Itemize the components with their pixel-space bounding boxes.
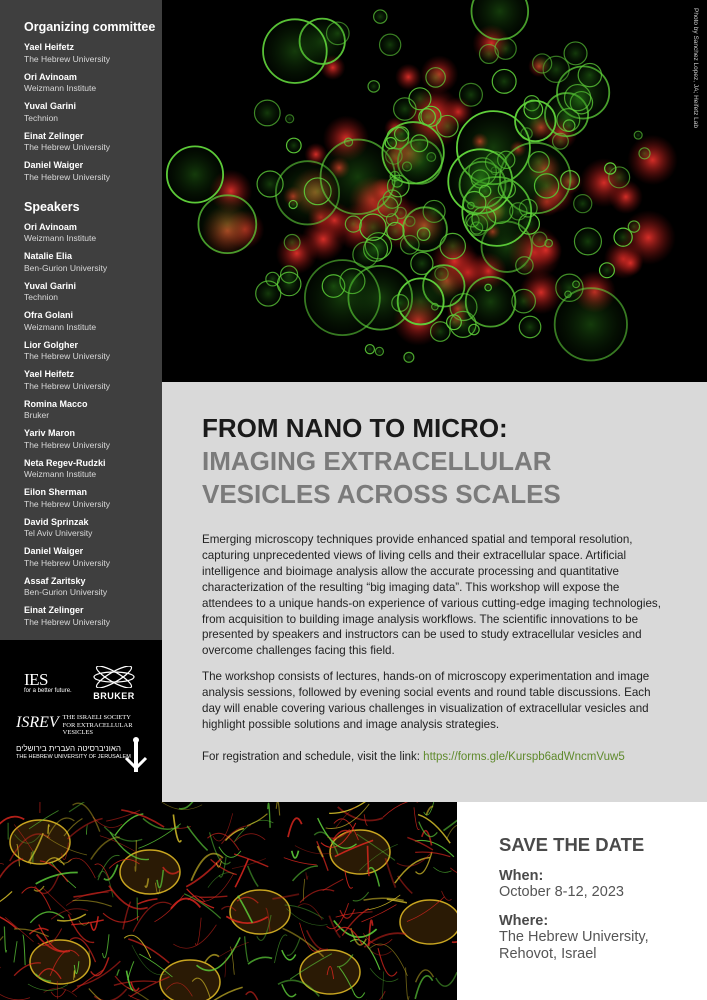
cytoskeleton-filament [293,866,318,881]
title-line-3: VESICLES ACROSS SCALES [202,479,561,509]
sidebar [0,0,162,640]
cytoskeleton-filament [0,947,1,970]
vesicle [432,303,439,310]
cytoskeleton-filament [91,916,98,930]
vesicle [374,10,387,23]
list-item [24,310,162,333]
vesicle [574,228,601,255]
person-affiliation: Weizmann Institute [24,469,97,479]
list-item [24,281,162,304]
isrev-text-line: FOR EXTRACELLULAR [62,721,133,729]
list-item [24,340,162,363]
cytoskeleton-filament [282,984,296,996]
cytoskeleton-filament [323,879,344,891]
bruker-logo [84,666,144,701]
cytoskeleton-filament [422,831,432,846]
vesicle [277,272,301,296]
person-name: Yariv Maron [24,428,76,438]
cytoskeleton-filament [248,957,272,964]
vesicle [392,295,409,312]
person-affiliation: Technion [24,292,59,302]
cytoskeleton-filament [73,890,112,897]
cytoskeleton-filament [117,969,119,975]
cytoskeleton-filament [57,914,86,921]
vesicle [600,263,615,278]
person-affiliation: The Hebrew University [24,557,110,568]
person-affiliation: Weizmann Institute [24,321,97,332]
list-item [24,251,162,274]
cytoskeleton-filament [407,837,433,850]
person-name: Assaf Zaritsky [24,575,86,586]
list-item [24,160,162,183]
cytoskeleton-filament [318,846,323,857]
person-name: Neta Regev-Rudzki [24,457,106,468]
person-name: Einat Zelinger [24,130,84,141]
vesicle [463,191,486,214]
cytoskeleton-filament [414,807,419,829]
when-value: October 8-12, 2023 [499,884,624,900]
cytoskeleton-filament [284,858,317,865]
cytoskeleton-filament [292,851,299,858]
huji-hebrew-name: האוניברסיטה העברית בירושלים [16,744,121,753]
cytoskeleton-filament [365,895,400,910]
vesicle [254,100,280,126]
main-content [162,382,707,802]
person-affiliation: Tel Aviv University [24,528,93,538]
list-item [24,222,162,245]
cytoskeleton-filament [248,866,258,887]
vesicle [466,277,516,327]
person-affiliation: The Hebrew University [24,616,110,627]
list-item [24,458,162,481]
person-name: Yuval Garini [24,101,77,111]
person-affiliation: The Hebrew University [24,53,110,64]
person-name: David Sprinzak [24,516,89,527]
cytoskeleton-filament [307,930,328,949]
vesicle [467,215,488,236]
vesicle [524,100,543,119]
cytoskeleton-filament [443,812,457,830]
registration-text: For registration and schedule, visit the link: [202,750,424,763]
list-item [24,399,162,422]
red-fluorescence [395,64,422,91]
vesicle [469,324,479,334]
cytoskeleton-filament [35,874,59,893]
cytoskeleton-filament [187,889,214,908]
cell-nucleus [160,960,220,1000]
cell-nucleus [400,900,457,944]
vesicle [492,69,516,93]
person-affiliation: The Hebrew University [24,351,110,361]
vesicle [561,171,580,190]
title-line-2: IMAGING EXTRACELLULAR [202,446,552,476]
vesicle [257,171,283,197]
vesicle [605,163,616,174]
workshop-paragraph: The workshop consists of lectures, hands-on of microscopy experimentation and image analysis sessions, followed by evening social events and round table discussions. Each day will enable covering various challenges in visualization of extracellular vesicles and highlight possible solutions and image analysis strategies. [202,670,651,731]
vesicle [516,257,533,274]
cytoskeleton-filament [364,898,404,900]
person-affiliation: The Hebrew University [24,498,110,509]
vesicle [519,316,540,337]
person-name: Natalie Elia [24,251,73,261]
title-line-1: FROM NANO TO MICRO: [202,413,508,443]
registration-link[interactable]: https://forms.gle/Kurspb6adWncmVuw5 [423,750,625,763]
cytoskeleton-filament [195,918,201,945]
cytoskeleton-filament [173,925,216,948]
cytoskeleton-filament [68,858,95,878]
vesicle [375,347,383,355]
person-affiliation: The Hebrew University [24,439,110,450]
save-the-date-panel [457,802,707,1000]
cytoskeleton-filament [44,988,77,997]
cytoskeleton-filament [187,826,207,851]
person-name: Ofra Golani [24,310,74,320]
cytoskeleton-filament [86,825,87,835]
person-name: Daniel Waiger [24,160,84,170]
committee-list [24,42,162,183]
cytoskeleton-filament [0,983,30,1000]
cytoskeleton-filament [234,854,268,867]
vesicle [555,288,627,360]
person-name: Yuval Garini [24,280,77,291]
vesicle [327,22,350,45]
cell-nucleus [120,850,180,894]
vesicle [394,98,416,120]
cytoskeleton-filament [138,899,158,904]
cytoskeleton-filament [115,814,143,835]
vesicle [545,239,552,246]
cytoskeleton-filament [306,872,308,879]
person-name: Daniel Waiger [24,546,84,556]
registration-line [202,751,667,763]
vesicle [417,228,430,241]
vesicle [426,68,445,87]
vesicle [385,137,396,148]
cells-microscopy-image [0,802,457,1000]
vesicle [440,233,465,258]
cytoskeleton-filament [154,895,183,922]
vesicle [564,42,587,65]
list-item [24,576,162,599]
cytoskeleton-filament [268,803,270,827]
list-item [24,487,162,510]
vesicle [563,120,575,132]
vesicle [305,260,380,335]
vesicles-microscopy-image [162,0,707,382]
where-label: Where: [499,913,549,929]
cytoskeleton-filament [51,990,66,997]
person-affiliation: Bruker [24,410,50,420]
cytoskeleton-filament [415,976,432,999]
vesicle [286,115,294,123]
cytoskeleton-filament [121,810,164,827]
cytoskeleton-filament [326,804,370,828]
vesicle [460,83,483,106]
person-name: Einat Zelinger [24,605,84,615]
person-name: Yael Heifetz [24,369,75,379]
cytoskeleton-filament [303,879,304,901]
vesicle [574,195,592,213]
cytoskeleton-filament [245,936,249,962]
vesicle [368,81,379,92]
cytoskeleton-filament [179,802,200,809]
list-item [24,369,162,392]
person-affiliation: The Hebrew University [24,380,110,391]
vesicle [404,352,414,362]
speakers-list [24,222,162,628]
person-affiliation: Ben-Gurion University [24,587,108,597]
vesicle [360,214,386,240]
list-item [24,131,162,154]
description-paragraph: Emerging microscopy techniques provide enhanced spatial and temporal resolution, capturing unprecedented views of living cells and their extracellular space. Artificial intelligence and bioimage analysis allow the accurate processing and quantitative characterization of the resulting “big imaging data”. This workshop will expose the attendees to a unique hands-on experience of various cutting-edge imaging technologies, from acquisition to building image analysis workflows. The scientific innovations to be presented by speakers and instructors can be used to study extracellular vesicles and overcome challenges facing this field. [202,533,661,658]
cytoskeleton-filament [57,981,58,999]
cytoskeleton-filament [235,859,248,887]
cytoskeleton-filament [199,896,227,897]
vesicle [387,222,404,239]
huji-logo [16,744,156,760]
isrev-text-line: VESICLES [62,729,93,736]
vesicle [565,85,591,111]
person-name: Eilon Sherman [24,487,88,497]
list-item [24,42,162,65]
cytoskeleton-filament [4,927,6,953]
vesicle [485,152,506,173]
vesicle [365,345,374,354]
person-affiliation: Weizmann Institute [24,83,97,93]
cytoskeleton-filament [436,972,457,986]
cytoskeleton-filament [102,934,109,957]
person-name: Lior Golgher [24,339,78,350]
cytoskeleton-filament [0,936,3,954]
vesicle [639,148,650,159]
cytoskeleton-filament [14,941,17,962]
cytoskeleton-filament [415,852,450,857]
huji-english-name: THE HEBREW UNIVERSITY OF JERUSALEM [16,754,131,760]
red-fluorescence [627,135,677,185]
person-name: Yael Heifetz [24,42,75,52]
cytoskeleton-filament [225,828,243,840]
person-name: Ori Avinoam [24,71,77,82]
cytoskeleton-filament [103,913,139,922]
cytoskeleton-filament [398,876,413,894]
vesicle [628,221,639,232]
cytoskeleton-filament [354,992,365,997]
cytoskeleton-filament [450,861,457,875]
vesicle [263,19,327,83]
list-item [24,428,162,451]
vesicle [345,216,361,232]
isrev-mark: ISREV [16,714,59,731]
person-affiliation: Ben-Gurion University [24,262,108,273]
vesicle [284,235,300,251]
cytoskeleton-filament [205,955,219,963]
vesicle [533,54,552,73]
cytoskeleton-filament [247,814,267,826]
cytoskeleton-filament [28,984,68,990]
list-item [24,546,162,569]
vesicle [167,146,223,202]
cytoskeleton-filament [71,920,103,925]
cytoskeleton-filament [275,935,288,963]
list-item [24,101,162,124]
vesicle [198,195,256,253]
person-affiliation: The Hebrew University [24,171,110,182]
cytoskeleton-filament [73,900,112,906]
cytoskeleton-filament [406,967,409,999]
person-name: Ori Avinoam [24,221,77,232]
vesicle [495,38,516,59]
ies-mark: IES [24,670,48,689]
atom-icon [92,666,136,688]
vesicle [289,200,297,208]
bruker-wordmark: BRUKER [93,691,135,701]
save-the-date-title: SAVE THE DATE [499,834,645,855]
vesicle [395,127,409,141]
huji-emblem-icon [122,736,150,776]
cytoskeleton-filament [433,867,451,872]
cytoskeleton-filament [0,891,12,905]
vesicle [578,63,601,86]
vesicle [553,133,569,149]
sponsor-logos [0,640,162,802]
cytoskeleton-filament [385,858,395,888]
cytoskeleton-filament [397,851,432,866]
cytoskeleton-filament [298,904,322,920]
where-line: Rehovot, Israel [499,946,597,962]
when-label: When: [499,868,544,884]
list-item [24,517,162,540]
where-line: The Hebrew University, [499,929,649,945]
list-item [24,72,162,95]
vesicle [634,131,642,139]
vesicle [380,34,401,55]
cytoskeleton-filament [288,818,302,837]
isrev-text-line: THE ISRAELI SOCIETY [62,714,131,721]
committee-title: Organizing committee [24,20,156,34]
list-item [24,605,162,628]
red-fluorescence [618,250,644,276]
person-affiliation: Technion [24,112,59,123]
cytoskeleton-filament [287,938,300,955]
cytoskeleton-filament [23,935,25,965]
ies-logo [24,670,72,694]
cytoskeleton-filament [246,992,262,1000]
cytoskeleton-filament [300,890,334,903]
cytoskeleton-filament [416,852,432,874]
ies-tagline: for a better future. [24,688,72,694]
vesicle [510,203,527,220]
photo-credit: Photo by Sanchez Lopez, JA; Heifetz Lab [692,8,699,128]
cytoskeleton-filament [442,891,452,900]
person-affiliation: The Hebrew University [24,142,110,152]
cytoskeleton-filament [383,802,419,817]
isrev-logo [16,714,156,737]
vesicle [565,291,571,297]
cytoskeleton-filament [276,802,279,815]
person-name: Romina Macco [24,398,88,409]
vesicle [447,315,462,330]
person-affiliation: Weizmann Institute [24,233,97,243]
cytoskeleton-filament [29,928,48,934]
speakers-title: Speakers [24,199,80,214]
vesicle [287,138,302,153]
vesicle [382,122,443,183]
